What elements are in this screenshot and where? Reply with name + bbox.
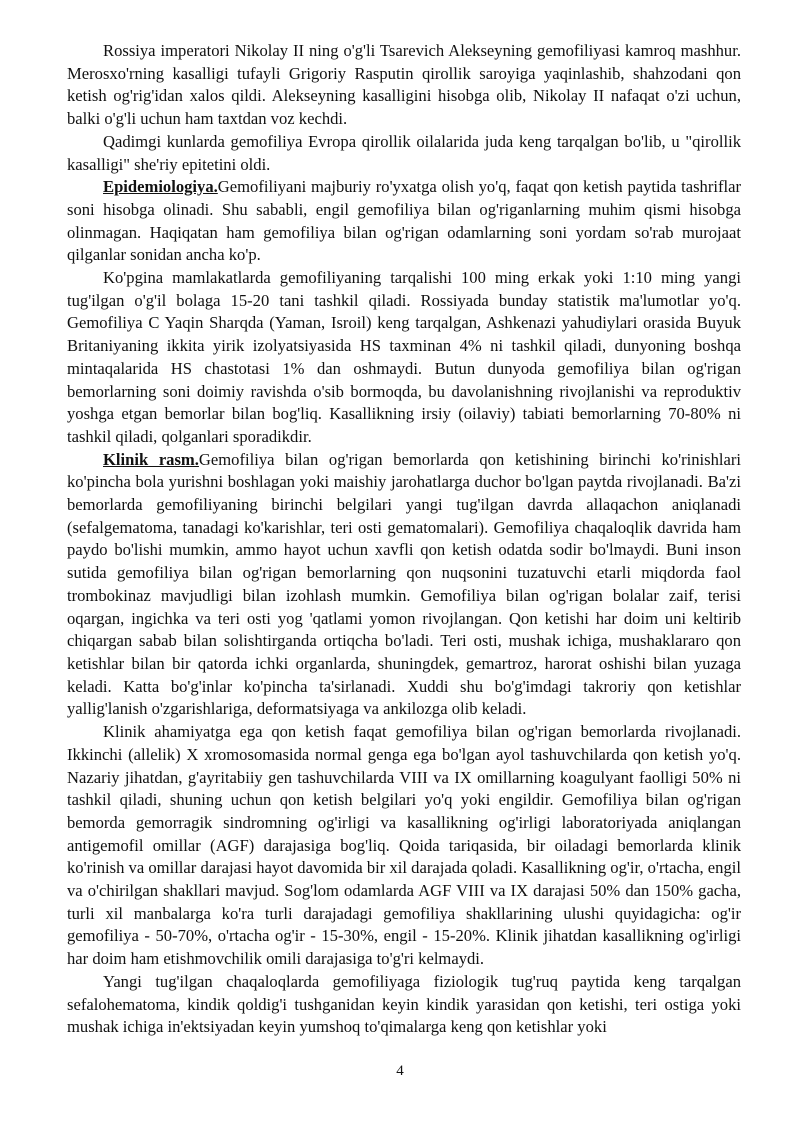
paragraph — [67, 40, 741, 131]
body-text — [67, 40, 741, 1039]
paragraph — [67, 267, 741, 449]
page-number: 4 — [396, 1063, 404, 1079]
paragraph-text: Ko'pgina mamlakatlarda gemofiliyaning tarqalishi 100 ming erkak yoki 1:10 ming yangi tug'ilgan o'g'il bolaga 15-20 tani tashkil qiladi. Rossiyada bunday statistik ma'lumotlar yo'q. Gemofiliya C Yaqin Sharqda (Yaman, Isroil) keng tarqalgan, Ashkenazi yahudiylari orasida Buyuk Britaniyaning ikkita yirik izolyatsiyasida HS taxminan 4% ni tashkil qiladi, dunyoning boshqa mintaqalarida HS chastotasi 1% dan oshmaydi. Butun dunyoda gemofiliya bilan og'rigan bemorlarning soni doimiy ravishda o'sib bormoqda, bu davolanishning rivojlanishi va reproduktiv yoshga etgan bemorlar bilan bog'liq. Kasallikning irsiy (oilaviy) tabiati bemorlarning 70-80% ni tashkil qiladi, qolganlari sporadikdir. — [67, 268, 741, 446]
paragraph-text: Yangi tug'ilgan chaqaloqlarda gemofiliyaga fiziologik tug'ruq paytida keng tarqalgan sefalohematoma, kindik qoldig'i tushganidan keyin kindik yarasidan qon ketishi, teri ostiga yoki mushak ichiga in'ektsiyadan keyin yumshoq to'qimalarga keng qon ketishlar yoki — [67, 971, 741, 1037]
section-heading-klinik-rasm: Klinik rasm. — [103, 449, 199, 469]
paragraph — [67, 721, 741, 971]
paragraph — [67, 449, 741, 721]
paragraph-text: Gemofiliyani majburiy ro'yxatga olish yo'q, faqat qon ketish paytida tashriflar soni hisobga olinadi. Shu sababli, engil gemofiliya bilan og'riganlarning muhim qismi hisobga olinmagan. Haqiqatan ham gemofiliya bilan og'rigan odamlarning soni yordam so'rab murojaat qilganlar sonidan ancha ko'p. — [67, 177, 741, 265]
paragraph-text: Gemofiliya bilan og'rigan bemorlarda qon ketishining birinchi ko'rinishlari ko'pincha bola yurishni boshlagan yoki maishiy jarohatlarga duchor bo'lgan paytda rivojlanadi. Ba'zi bemorlarda gemofiliyaning birinchi belgilari yangi tug'ilgan davrda allaqachon aniqlanadi (sefalgematoma, tanadagi ko'karishlar, teri osti gematomalari). Gemofiliya chaqaloqlik davrida ham paydo bo'lishi mumkin, ammo hayot uchun xavfli qon ketish odatda sodir bo'lmaydi. Buni inson sutida gemofiliya bilan og'rigan bemorlarning qon nuqsonini tuzatuvchi etarli miqdorda faol trombokinaz mavjudligi bilan izohlash mumkin. Gemofiliya bilan og'rigan bolalar zaif, terisi oqargan, ingichka va teri osti yog 'qatlami yomon rivojlangan. Qon ketishi har doim uni keltirib chiqargan sabab bilan solishtirganda ortiqcha bo'ladi. Teri osti, mushak ichiga, mushaklararo qon ketishlar bilan bir qatorda ichki organlarda, shuningdek, gemartroz, harorat oshishi bilan yuzaga keladi. Katta bo'g'inlar ko'pincha ta'sirlanadi. Xuddi shu bo'g'imdagi takroriy qon ketishlar yallig'lanish o'zgarishlariga, deformatsiyaga va ankilozga olib keladi. — [67, 449, 741, 719]
paragraph — [67, 131, 741, 176]
paragraph-text: Klinik ahamiyatga ega qon ketish faqat gemofiliya bilan og'rigan bemorlarda rivojlanadi. Ikkinchi (allelik) X xromosomasida normal genga ega bo'lgan ayol tashuvchilarda qon ketish yo'q. Nazariy jihatdan, g'ayritabiiy gen tashuvchilarda VIII va IX omillarning koagulyant faolligi 50% ni tashkil qiladi, shuning uchun qon ketish belgilari yo'q yoki engildir. Gemofiliya bilan og'rigan bemorda gemorragik sindromning og'irligi va kasallikning og'irligi laboratoriyada aniqlangan antigemofil omillar (AGF) darajasiga bog'liq. Qoida tariqasida, bir oiladagi bemorlarda klinik ko'rinish va omillar darajasi hayot davomida bir xil darajada qoladi. Kasallikning og'ir, o'rtacha, engil va o'chirilgan shakllari mavjud. Sog'lom odamlarda AGF VIII va IX darajasi 50% dan 150% gacha, turli xil manbalarga ko'ra turli darajadagi gemofiliya shakllarining ulushi quyidagicha: og'ir gemofiliya - 50-70%, o'rtacha og'ir - 15-30%, engil - 15-20%. Klinik jihatdan kasallikning og'irligi har doim ham etishmovchilik omili darajasiga to'g'ri kelmaydi. — [67, 722, 741, 969]
paragraph-text: Qadimgi kunlarda gemofiliya Evropa qirollik oilalarida juda keng tarqalgan bo'lib, u "qirollik kasalligi" she'riy epitetini oldi. — [67, 131, 741, 174]
paragraph — [67, 176, 741, 267]
section-heading-epidemiologiya: Epidemiologiya. — [103, 177, 218, 197]
paragraph-text: Rossiya imperatori Nikolay II ning o'g'li Tsarevich Alekseyning gemofiliyasi kamroq mashhur. Merosxo'rning kasalligi tufayli Grigoriy Rasputin qirollik saroyiga yaqinlashib, shahzodani qon ketish og'rig'idan xalos qildi. Alekseyning kasalligini hisobga olib, Nikolay II nafaqat o'zi uchun, balki o'g'li uchun ham taxtdan voz kechdi. — [67, 41, 741, 129]
paragraph — [67, 971, 741, 1039]
